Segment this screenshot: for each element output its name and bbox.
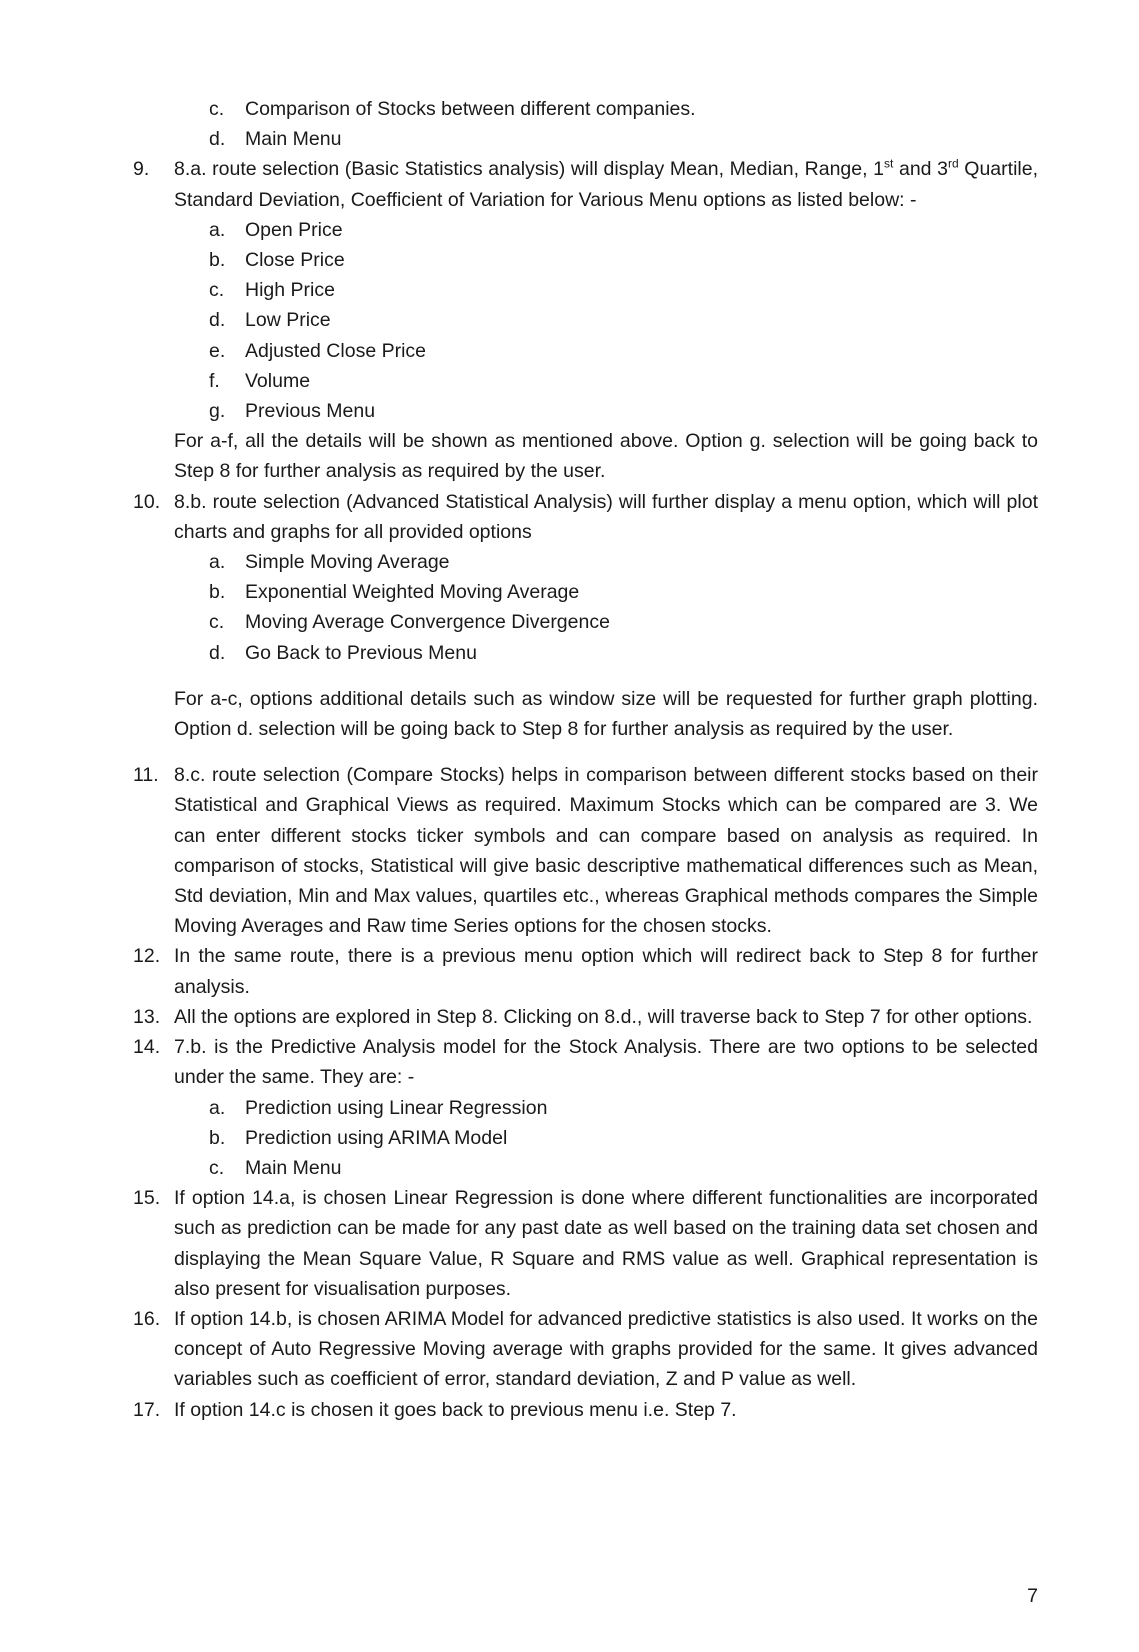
sub-item-label: c. — [209, 279, 225, 302]
item-number: 15. — [133, 1187, 161, 1210]
item-text: 7.b. is the Predictive Analysis model for the Stock Analysis. There are two options to be selected under the same. They are: - — [174, 1036, 1038, 1089]
sub-item-text: Adjusted Close Price — [245, 339, 427, 362]
item-number: 12. — [133, 945, 161, 968]
sub-item-text: Prediction using Linear Regression — [245, 1096, 548, 1119]
item-text: If option 14.a, is chosen Linear Regression is done where different functionalities are incorporated such as prediction can be made for any past date as well based on the training data set chosen and displaying the Mean Square Value, R Square and RMS value as well. Graphical representation is also present for visualisation purposes. — [174, 1187, 1038, 1300]
list-sub-item — [209, 336, 1038, 366]
list-sub-item — [209, 94, 1038, 124]
sub-item-text: Exponential Weighted Moving Average — [245, 581, 580, 604]
sub-item-text: Go Back to Previous Menu — [245, 641, 477, 664]
list-sub-item — [209, 1123, 1038, 1153]
sub-item-label: c. — [209, 1156, 225, 1179]
sub-item-label: c. — [209, 98, 225, 120]
spacer — [133, 744, 1038, 760]
sub-item-label: b. — [209, 1126, 226, 1149]
sub-item-text: Low Price — [245, 309, 331, 332]
list-sub-item — [209, 305, 1038, 335]
list-item-9 — [133, 154, 1038, 214]
list-sub-item — [209, 215, 1038, 245]
list-item-15 — [133, 1183, 1038, 1304]
list-item-12 — [133, 941, 1038, 1001]
list-item-10 — [133, 487, 1038, 547]
sub-item-label: a. — [209, 218, 226, 241]
item-number: 11. — [133, 764, 159, 787]
list-sub-item — [209, 577, 1038, 607]
page-content — [133, 94, 1038, 1425]
item-paragraph: For a-c, options additional details such as window size will be requested for further graph plotting. Option d. selection will be going back to Step 8 for further analysis as required by the user. — [174, 687, 1038, 741]
list-sub-item — [209, 1153, 1038, 1183]
sub-item-text: Comparison of Stocks between different companies. — [245, 98, 696, 120]
list-sub-item — [209, 547, 1038, 577]
sub-item-label: c. — [209, 611, 225, 634]
list-sub-item — [209, 275, 1038, 305]
page-number: 7 — [1027, 1585, 1038, 1607]
item-number: 16. — [133, 1307, 161, 1330]
sub-item-label: d. — [209, 309, 226, 332]
sub-item-label: d. — [209, 641, 226, 664]
item-text: 8.b. route selection (Advanced Statistical Analysis) will further display a menu option, which will plot charts and graphs for all provided options — [174, 490, 1038, 543]
sub-item-label: d. — [209, 128, 226, 151]
sub-item-text: Simple Moving Average — [245, 551, 450, 574]
list-sub-item — [209, 245, 1038, 275]
item-text: If option 14.b, is chosen ARIMA Model for advanced predictive statistics is also used. It works on the concept of Auto Regressive Moving average with graphs provided for the same. It gives advanced variables such as coefficient of error, standard deviation, Z and P value as well. — [174, 1307, 1038, 1391]
list-sub-item — [209, 1093, 1038, 1123]
item-number: 14. — [133, 1036, 161, 1059]
sub-item-label: b. — [209, 249, 226, 272]
sub-item-text: Main Menu — [245, 128, 342, 151]
list-item-16 — [133, 1304, 1038, 1395]
sub-item-label: e. — [209, 339, 226, 362]
list-item-13 — [133, 1002, 1038, 1032]
list-item-17 — [133, 1395, 1038, 1425]
item-number: 17. — [133, 1398, 161, 1421]
item-text: In the same route, there is a previous menu option which will redirect back to Step 8 for further analysis. — [174, 945, 1038, 998]
sub-item-label: a. — [209, 551, 226, 574]
item-text: All the options are explored in Step 8. Clicking on 8.d., will traverse back to Step 7 for other options. — [174, 1005, 1033, 1028]
list-sub-item — [209, 607, 1038, 637]
sub-item-text: Volume — [245, 369, 311, 392]
sub-item-text: Close Price — [245, 249, 345, 272]
sub-item-label: f. — [209, 369, 220, 392]
sub-item-label: a. — [209, 1096, 226, 1119]
sub-item-label: g. — [209, 400, 226, 423]
spacer — [133, 668, 1038, 684]
item-text: 8.a. route selection (Basic Statistics analysis) will display Mean, Median, Range, 1st and 3rd Quartile, Standard Deviation, Coefficient of Variation for Various Menu options as listed below: - — [174, 156, 1038, 211]
sub-item-text: Prediction using ARIMA Model — [245, 1126, 508, 1149]
sub-item-text: Moving Average Convergence Divergence — [245, 611, 610, 634]
item-number: 13. — [133, 1005, 161, 1028]
sub-item-label: b. — [209, 581, 226, 604]
list-item-11 — [133, 760, 1038, 941]
sub-item-text: Previous Menu — [245, 400, 376, 423]
list-sub-item — [209, 366, 1038, 396]
list-sub-item — [209, 124, 1038, 154]
list-sub-item — [209, 638, 1038, 668]
list-sub-item — [209, 396, 1038, 426]
sub-item-text: Open Price — [245, 218, 343, 241]
item-number: 9. — [133, 158, 150, 181]
item-text: 8.c. route selection (Compare Stocks) helps in comparison between different stocks based on their Statistical and Graphical Views as required. Maximum Stocks which can be compared are 3. We can enter different stocks ticker symbols and can compare based on analysis as required. In comparison of stocks, Statistical will give basic descriptive mathematical differences such as Mean, Std deviation, Min and Max values, quartiles etc., whereas Graphical methods compares the Simple Moving Averages and Raw time Series options for the chosen stocks. — [174, 764, 1038, 938]
item-paragraph: For a-f, all the details will be shown as mentioned above. Option g. selection will be going back to Step 8 for further analysis as required by the user. — [174, 430, 1038, 483]
item-number: 10. — [133, 490, 161, 513]
sub-item-text: Main Menu — [245, 1156, 342, 1179]
list-item-14 — [133, 1032, 1038, 1092]
item-text: If option 14.c is chosen it goes back to previous menu i.e. Step 7. — [174, 1398, 737, 1421]
sub-item-text: High Price — [245, 279, 335, 302]
